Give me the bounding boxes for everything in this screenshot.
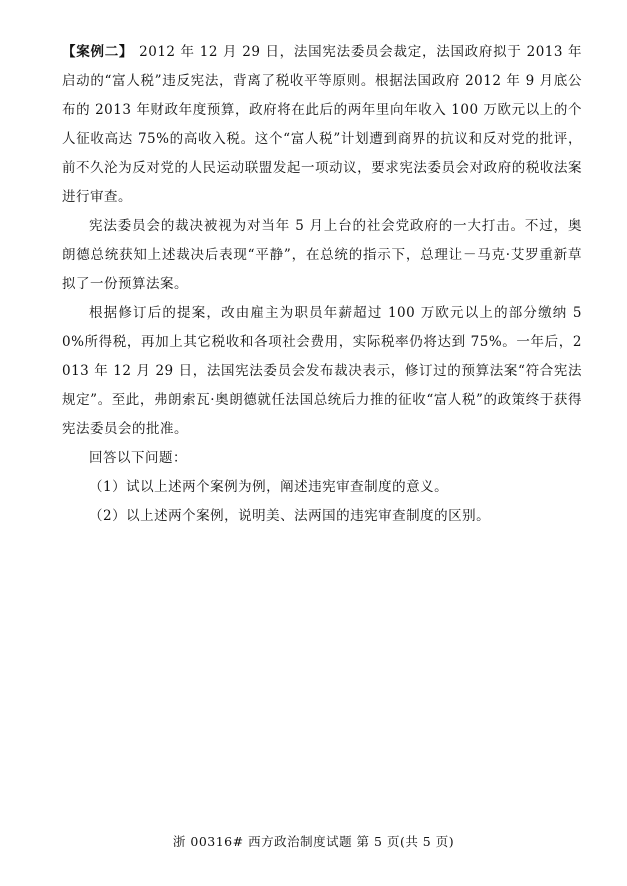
question-2-number: （2） [89, 508, 127, 524]
question-1-text: 试以上述两个案例为例，阐述违宪审查制度的意义。 [126, 479, 449, 495]
paragraph-verdict-impact: 宪法委员会的裁决被视为对当年 5 月上台的社会党政府的一大打击。不过，奥朗德总统获知上述裁决后表现“平静”，在总统的指示下，总理让－马克·艾罗重新草拟了一份预算法案。 [62, 218, 582, 292]
page-footer: 浙 00316# 西方政治制度试题 第 5 页(共 5 页) [172, 834, 455, 849]
case2-label: 【案例二】 [62, 44, 134, 60]
question-1 [62, 473, 582, 502]
case2-paragraph [62, 38, 582, 212]
page-content [62, 38, 582, 531]
question-2-text: 以上述两个案例，说明美、法两国的违宪审查制度的区别。 [126, 508, 491, 524]
case2-text: 2012 年 12 月 29 日，法国宪法委员会裁定，法国政府拟于 2013 年启动的“富人税”违反宪法，背离了税收平等原则。根据法国政府 2012 年 9 月底公布的 2013 年财政年度预算，政府将在此后的两年里向年收入 100 万欧元以上的个人征收高达 75%的高收入税。这个“富人税”计划遭到商界的抗议和反对党的批评，前不久沦为反对党的人民运动联盟发起一项动议，要求宪法委员会对政府的税收法案进行审查。 [62, 44, 582, 205]
question-2 [62, 502, 582, 531]
question-1-number: （1） [89, 479, 127, 495]
questions-intro: 回答以下问题： [89, 450, 187, 466]
paragraph-revised-proposal: 根据修订后的提案，改由雇主为职员年薪超过 100 万欧元以上的部分缴纳 50%所得税，再加上其它税收和各项社会费用，实际税率仍将达到 75%。一年后，2013 年 12 月 29 日，法国宪法委员会发布裁决表示，修订过的预算法案“符合宪法规定”。至此，弗朗索瓦·奥朗德就任法国总统后力推的征收“富人税”的政策终于获得宪法委员会的批准。 [62, 305, 582, 437]
